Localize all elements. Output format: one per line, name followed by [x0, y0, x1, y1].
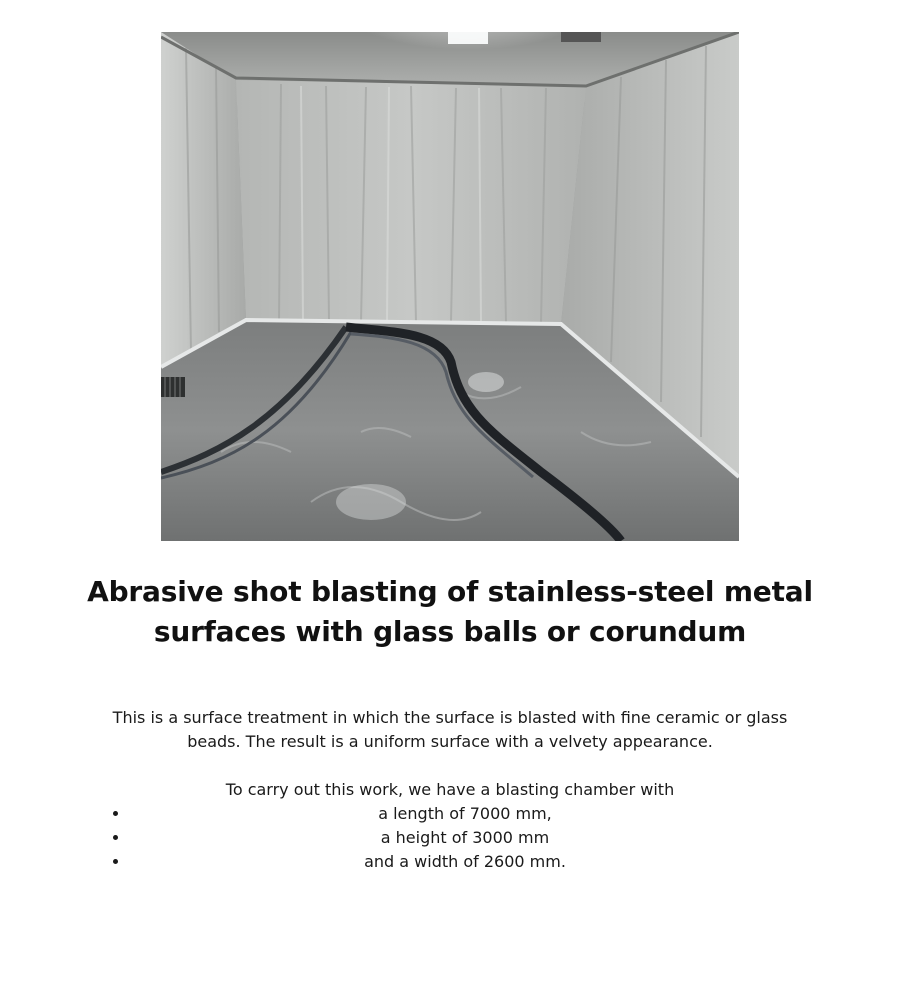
dimension-length: • a length of 7000 mm,: [130, 802, 800, 826]
page-title: Abrasive shot blasting of stainless-steel metal surfaces with glass balls or corundum: [87, 575, 813, 648]
dimension-width: • and a width of 2600 mm.: [130, 850, 800, 874]
dimension-height: • a height of 3000 mm: [130, 826, 800, 850]
blasting-chamber-photo: [161, 32, 739, 541]
description-section: [100, 706, 800, 874]
intro-paragraph: This is a surface treatment in which the surface is blasted with fine ceramic or glass beads. The result is a uniform surface with a velvety appearance.: [112, 708, 788, 751]
chamber-intro-text: To carry out this work, we have a blasting chamber with: [225, 780, 675, 799]
paragraph-spacer: [100, 754, 800, 778]
chamber-dimensions-list: [100, 802, 800, 874]
